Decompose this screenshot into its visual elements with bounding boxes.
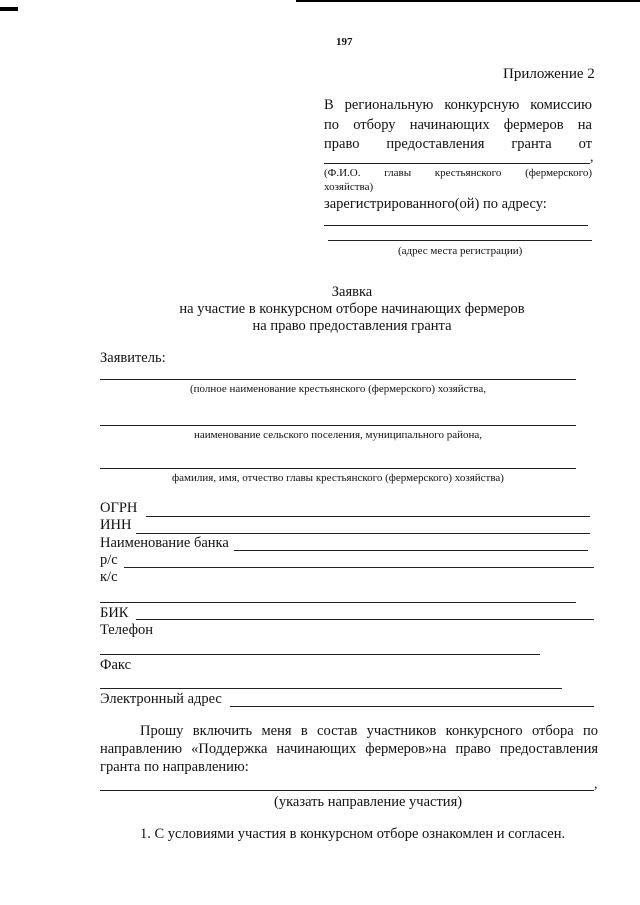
rs-line	[124, 567, 594, 568]
email-line	[230, 706, 594, 707]
ks-line	[100, 602, 576, 603]
bank-label: Наименование банка	[100, 535, 229, 551]
address-line-2	[328, 240, 592, 241]
applicant-hint-2: наименование сельского поселения, муниципального района,	[193, 429, 483, 441]
addressee-line-3	[324, 136, 592, 153]
scan-mark-top	[296, 0, 640, 2]
ogrn-line	[146, 516, 590, 517]
phone-label: Телефон	[100, 622, 153, 638]
fio-hint-a: (Ф.И.О. главы крестьянского (фермерского)	[324, 167, 592, 179]
registered-label: зарегистрированного(ой) по адресу:	[324, 196, 547, 212]
fax-label: Факс	[100, 657, 132, 673]
appendix-label: Приложение 2	[503, 66, 595, 82]
direction-line	[100, 790, 594, 791]
inn-line	[136, 533, 590, 534]
condition-item-1: 1. С условиями участия в конкурсном отборе ознакомлен и согласен.	[140, 826, 566, 842]
fio-comma: ,	[590, 150, 594, 165]
email-label: Электронный адрес	[100, 691, 222, 707]
applicant-label: Заявитель:	[100, 350, 166, 366]
request-line-3: гранта по направлению:	[100, 759, 249, 775]
title-line-1: Заявка	[331, 284, 373, 300]
direction-comma: ,	[594, 777, 598, 792]
bank-line	[234, 550, 588, 551]
address-hint: (адрес места регистрации)	[398, 245, 523, 257]
applicant-hint-3: фамилия, имя, отчество главы крестьянского (фермерского) хозяйства)	[172, 472, 504, 484]
addressee-word-4: от	[578, 136, 592, 152]
ks-label: к/с	[100, 569, 118, 585]
title-line-2: на участие в конкурсном отборе начинающих фермеров	[179, 301, 525, 317]
applicant-line-3	[100, 468, 576, 469]
bik-line	[136, 619, 594, 620]
addressee-word-2: предоставления	[386, 136, 485, 152]
ogrn-label: ОГРН	[100, 500, 138, 516]
applicant-hint-1: (полное наименование крестьянского (фермерского) хозяйства,	[190, 383, 486, 395]
title-line-3: на право предоставления гранта	[252, 318, 452, 334]
fio-hint-b: хозяйства)	[324, 181, 374, 193]
request-line-2: направлению «Поддержка начинающих фермеров»на право предоставления	[100, 741, 598, 757]
applicant-line-2	[100, 425, 576, 426]
request-line-1: Прошу включить меня в состав участников конкурсного отбора по	[140, 723, 598, 739]
address-line-1	[324, 225, 588, 226]
addressee-word-3: гранта	[511, 136, 552, 152]
inn-label: ИНН	[100, 517, 132, 533]
direction-hint: (указать направление участия)	[274, 794, 463, 810]
bik-label: БИК	[100, 605, 129, 621]
page-number: 197	[336, 36, 353, 48]
addressee-line-1: В региональную конкурсную комиссию	[324, 97, 592, 113]
scan-mark-left	[0, 7, 18, 11]
rs-label: р/с	[100, 552, 118, 568]
fio-line	[324, 163, 590, 164]
addressee-word-1: право	[324, 136, 360, 152]
fax-line	[100, 688, 562, 689]
addressee-line-2: по отбору начинающих фермеров на	[324, 117, 592, 133]
applicant-line-1	[100, 379, 576, 380]
phone-line	[100, 654, 540, 655]
